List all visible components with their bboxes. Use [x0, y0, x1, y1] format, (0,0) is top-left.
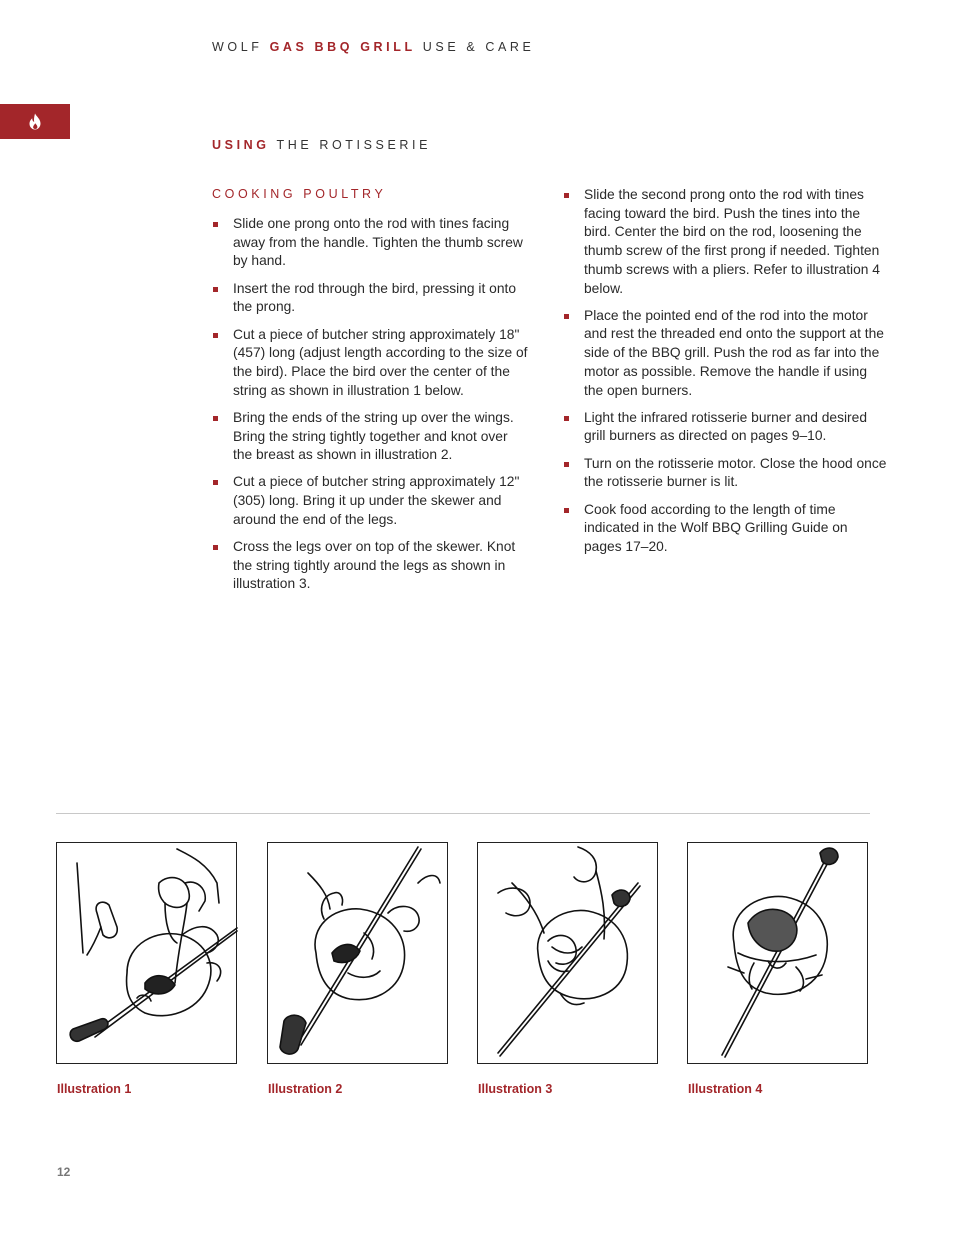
illustration-1-caption: Illustration 1	[57, 1082, 132, 1096]
list-item-text: Light the infrared rotisserie burner and desired grill burners as directed on pages 9–10.	[584, 409, 867, 444]
section-tab	[0, 104, 70, 139]
divider	[56, 813, 870, 814]
list-item	[563, 409, 887, 446]
list-item	[212, 473, 530, 529]
bullet-icon	[213, 333, 218, 338]
list-item	[212, 538, 530, 594]
illustration-1	[56, 842, 237, 1064]
list-item	[212, 326, 530, 401]
left-column-list	[212, 215, 530, 603]
header-brand: WOLF	[212, 40, 263, 54]
list-item-text: Slide the second prong onto the rod with tines facing toward the bird. Push the tines into the bird. Center the bird on the rod, loosening the thumb screw of the first prong if needed. Tighten thumb screws with a pliers. Refer to illustration 4 below.	[584, 187, 880, 296]
list-item-text: Cut a piece of butcher string approximately 12" (305) long. Bring it up under the skewer and around the end of the legs.	[233, 474, 520, 527]
poultry-tying-drawing	[57, 843, 238, 1065]
bullet-icon	[213, 480, 218, 485]
section-title-rest: THE ROTISSERIE	[276, 138, 432, 152]
illustration-3-caption: Illustration 3	[478, 1082, 553, 1096]
section-title	[212, 138, 431, 152]
bullet-icon	[213, 416, 218, 421]
flame-icon	[28, 113, 42, 130]
list-item-text: Bring the ends of the string up over the wings. Bring the string tightly together and knot over the breast as shown in illustration 2.	[233, 409, 514, 463]
header-product: GAS BBQ GRILL	[269, 40, 416, 54]
list-item	[212, 409, 530, 465]
illustration-2	[267, 842, 448, 1064]
bullet-icon	[564, 193, 569, 198]
poultry-legs-drawing	[478, 843, 659, 1065]
bullet-icon	[564, 416, 569, 421]
illustration-4	[687, 842, 868, 1064]
poultry-trussed-drawing	[688, 843, 869, 1065]
running-header	[212, 40, 535, 54]
list-item-text: Place the pointed end of the rod into the motor and rest the threaded end onto the support at the side of the BBQ grill. Push the rod as far into the motor as possible. Remove the handle if using the open burners.	[584, 307, 884, 398]
list-item-text: Cross the legs over on top of the skewer. Knot the string tightly around the legs as shown in illustration 3.	[233, 539, 516, 592]
page-number: 12	[57, 1165, 71, 1179]
bullet-icon	[213, 545, 218, 550]
list-item-text: Slide one prong onto the rod with tines facing away from the handle. Tighten the thumb screw by hand.	[233, 216, 523, 269]
section-title-bold: USING	[212, 138, 270, 152]
bullet-icon	[213, 222, 218, 227]
right-column-list	[563, 186, 887, 565]
list-item-text: Cook food according to the length of time indicated in the Wolf BBQ Grilling Guide on pages 17–20.	[584, 501, 848, 554]
header-suffix: USE & CARE	[422, 40, 535, 54]
illustration-3	[477, 842, 658, 1064]
list-item	[212, 215, 530, 271]
list-item	[563, 307, 887, 401]
list-item	[212, 280, 530, 317]
bullet-icon	[564, 462, 569, 467]
subsection-title: COOKING POULTRY	[212, 187, 387, 201]
list-item-text: Turn on the rotisserie motor. Close the hood once the rotisserie burner is lit.	[584, 455, 887, 490]
list-item	[563, 455, 887, 492]
list-item-text: Cut a piece of butcher string approximately 18" (457) long (adjust length according to the size of the bird). Place the bird over the center of the string as shown in illustration 1 below.	[233, 326, 528, 398]
illustration-2-caption: Illustration 2	[268, 1082, 343, 1096]
list-item	[563, 501, 887, 557]
illustration-4-caption: Illustration 4	[688, 1082, 763, 1096]
poultry-knot-drawing	[268, 843, 449, 1065]
bullet-icon	[564, 508, 569, 513]
bullet-icon	[213, 287, 218, 292]
list-item	[563, 186, 887, 298]
list-item-text: Insert the rod through the bird, pressing it onto the prong.	[233, 280, 517, 315]
bullet-icon	[564, 314, 569, 319]
